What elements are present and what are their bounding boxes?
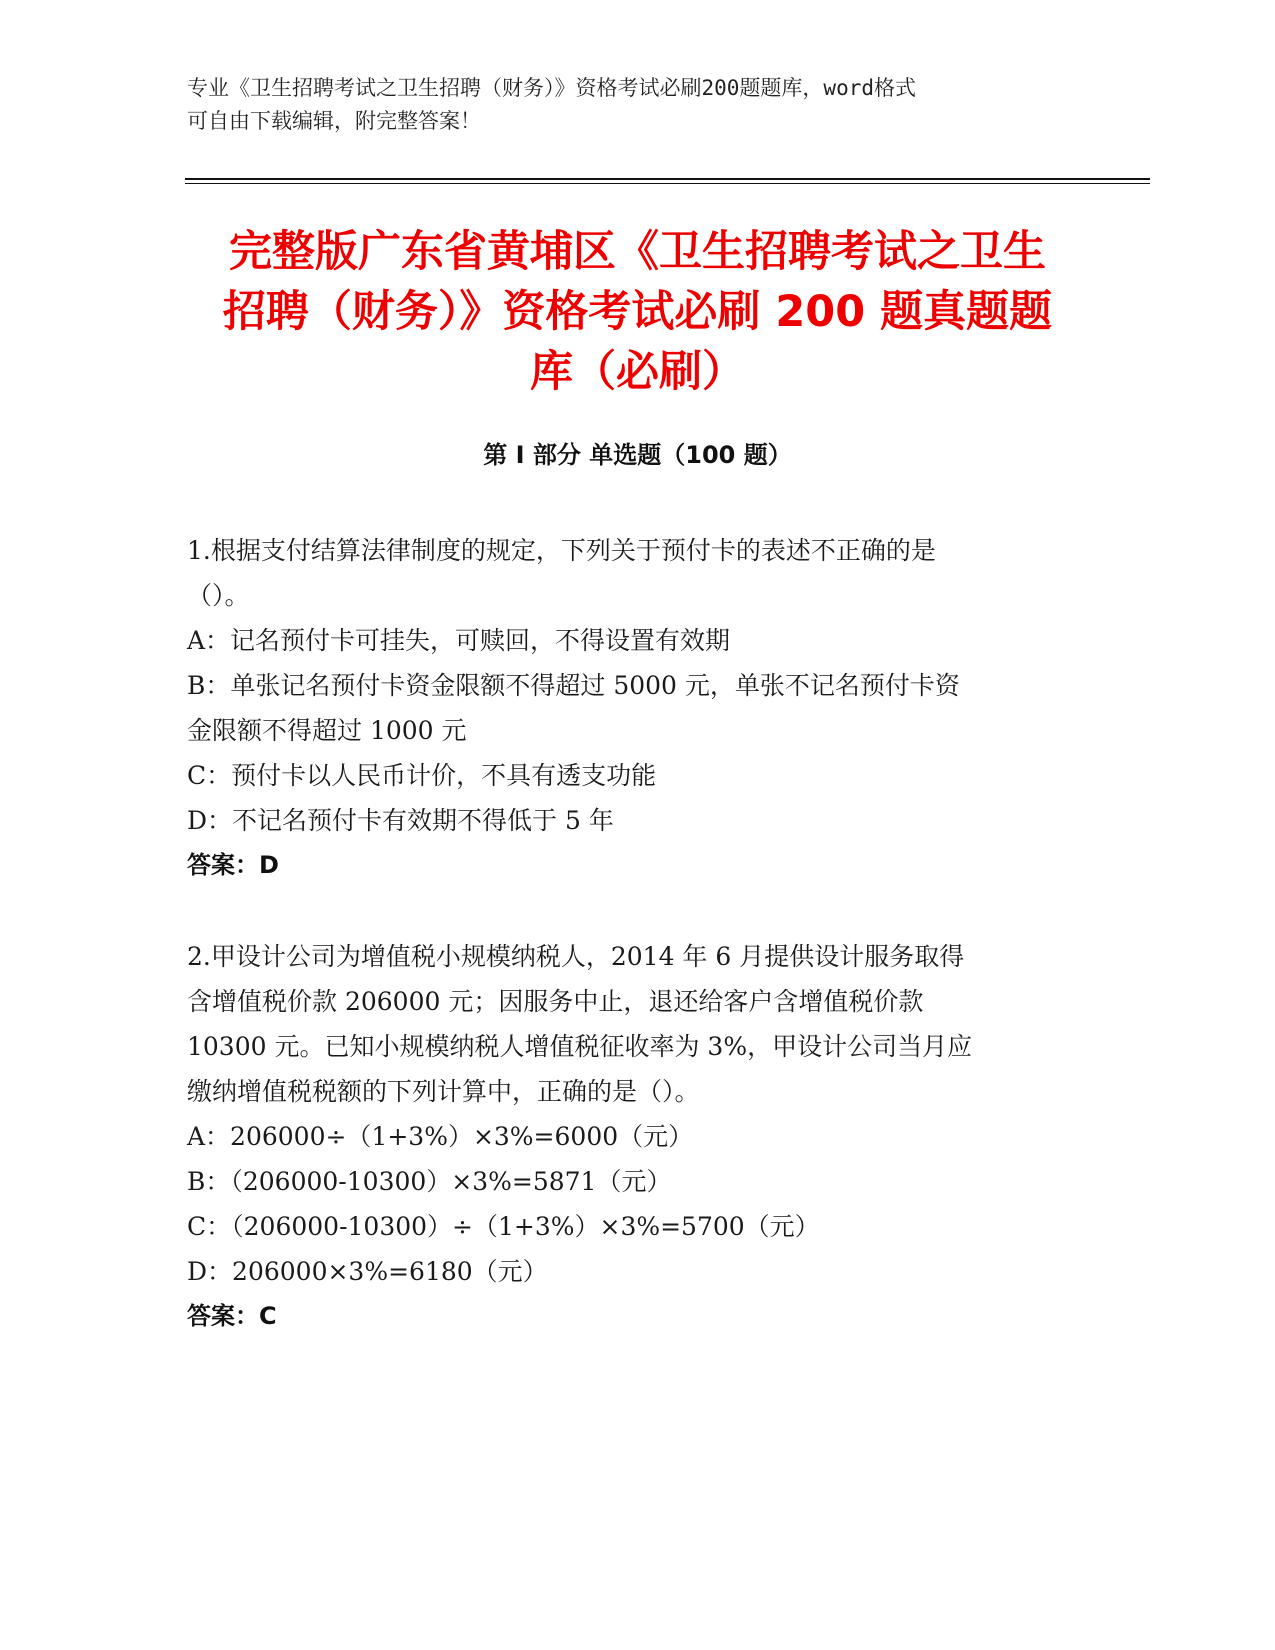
question-stem: （）。 [187, 581, 250, 610]
answer: 答案：D [187, 851, 279, 879]
section-heading: 第 I 部分 单选题（100 题） [483, 441, 792, 469]
header-note-line: 专业《卫生招聘考试之卫生招聘（财务）》资格考试必刷200题题库，word格式 [187, 76, 916, 100]
option-a: A：206000÷（1+3%）×3%=6000（元） [187, 1122, 694, 1151]
header-rule [185, 183, 1150, 184]
title-line: 完整版广东省黄埔区《卫生招聘考试之卫生 [229, 227, 1046, 277]
question-stem: 10300 元。已知小规模纳税人增值税征收率为 3%，甲设计公司当月应 [187, 1032, 973, 1061]
question-2 [187, 934, 1067, 1339]
option-d: D：206000×3%=6180（元） [187, 1257, 548, 1286]
option-d: D：不记名预付卡有效期不得低于 5 年 [187, 806, 614, 835]
option-b: B：（206000-10300）×3%=5871（元） [187, 1167, 672, 1196]
option-b-continued: 金限额不得超过 1000 元 [187, 716, 467, 745]
header-note [187, 72, 1067, 138]
option-c: C：预付卡以人民币计价，不具有透支功能 [187, 761, 657, 790]
question-1 [187, 528, 1067, 888]
question-stem: 含增值税价款 206000 元；因服务中止，退还给客户含增值税价款 [187, 987, 924, 1016]
title-line: 库（必刷） [530, 347, 745, 397]
question-stem: 2.甲设计公司为增值税小规模纳税人，2014 年 6 月提供设计服务取得 [187, 942, 965, 971]
option-a: A：记名预付卡可挂失，可赎回，不得设置有效期 [187, 626, 731, 655]
question-stem: 1.根据支付结算法律制度的规定，下列关于预付卡的表述不正确的是 [187, 536, 936, 565]
header-rule [185, 178, 1150, 180]
question-stem: 缴纳增值税税额的下列计算中，正确的是（）。 [187, 1077, 700, 1106]
document-title [180, 222, 1095, 402]
option-c: C：（206000-10300）÷（1+3%）×3%=5700（元） [187, 1212, 820, 1241]
option-b: B：单张记名预付卡资金限额不得超过 5000 元，单张不记名预付卡资 [187, 671, 960, 700]
title-line: 招聘（财务）》资格考试必刷 200 题真题题 [222, 287, 1053, 337]
answer: 答案：C [187, 1302, 277, 1330]
header-note-line: 可自由下载编辑，附完整答案！ [187, 109, 481, 133]
